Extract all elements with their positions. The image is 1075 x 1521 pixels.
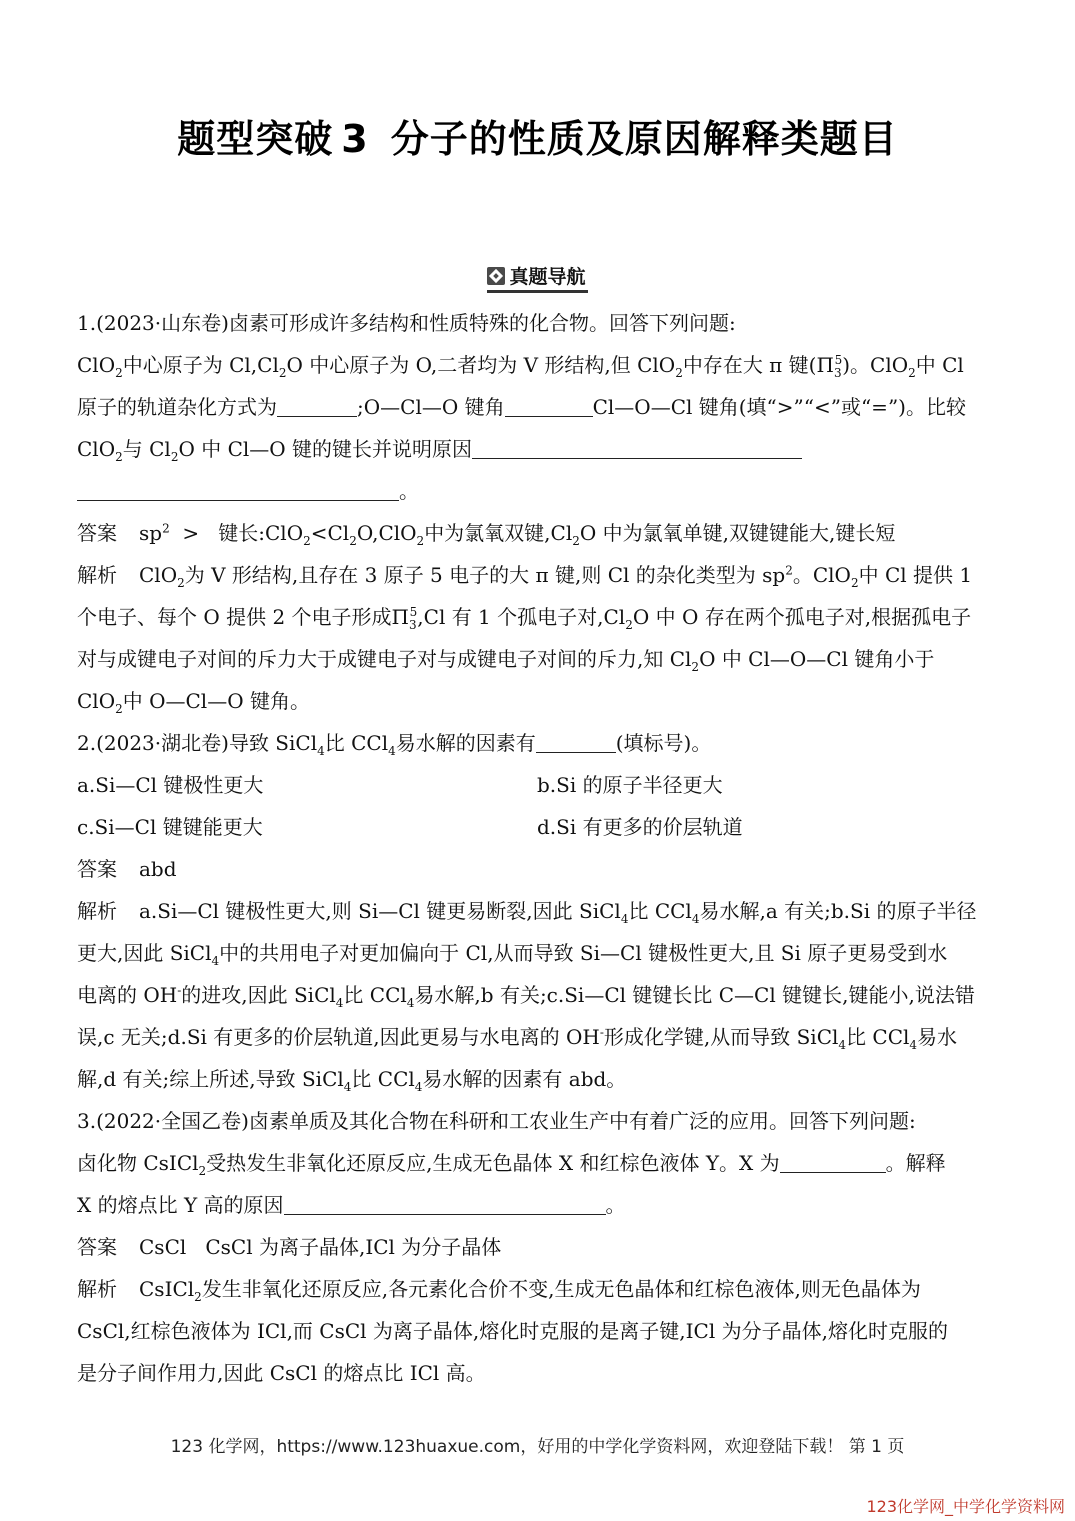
answer-blank[interactable] xyxy=(77,478,399,501)
answer-blank[interactable] xyxy=(284,1192,606,1215)
q2-options-row-2 xyxy=(77,806,998,848)
title-prefix: 题型突破 xyxy=(177,117,334,161)
q2-explanation-5: 解,d 有关;综上所述,导致 SiCl$_4$比 CCl$_4$易水解的因素有 abd。 xyxy=(77,1067,627,1094)
page-footer: 123 化学网，https://www.123huaxue.com，好用的中学化学资料网，欢迎登陆下载！ 第 1 页 xyxy=(170,1437,905,1457)
q2-options-row-1 xyxy=(77,764,998,806)
q2-explanation-2: 更大,因此 SiCl$_4$中的共用电子对更加偏向于 Cl,从而导致 Si—Cl 键极性更大,且 Si 原子更易受到水 xyxy=(77,941,948,968)
section-label: 真题导航 xyxy=(509,266,586,288)
q1-stem: 1.(2023·山东卷)卤素可形成许多结构和性质特殊的化合物。回答下列问题: xyxy=(77,311,736,335)
q3-explanation-1: 解析 CsICl$_2$发生非氧化还原反应,各元素化合价不变,生成无色晶体和红棕色液体,则无色晶体为 xyxy=(77,1277,921,1304)
answer-blank[interactable] xyxy=(536,730,616,753)
diamond-icon xyxy=(487,267,505,285)
q1-explanation-2: 个电子、每个 O 提供 2 个电子形成$\Pi_3^5,Cl$ 有 1 个孤电子对$,Cl_2O$ 中 O 存在两个孤电子对,根据孤电子 xyxy=(77,605,972,632)
q3-explanation-3: 是分子间作用力,因此 CsCl 的熔点比 ICl 高。 xyxy=(77,1361,486,1385)
q2-explanation-4: 误,c 无关;d.Si 有更多的价层轨道,因此更易与水电离的 OH-形成化学键,从而导致 SiCl$_4$比 CCl$_4$易水 xyxy=(77,1025,958,1052)
option-d: d.Si 有更多的价层轨道 xyxy=(537,815,743,839)
watermark: 123化学网_中学化学资料网 xyxy=(866,1497,1065,1516)
option-b: b.Si 的原子半径更大 xyxy=(537,773,723,797)
q1-explanation-1: 解析 ClO$_2$为 V 形结构,且存在 3 原子 5 电子的大 π 键,则 Cl 的杂化类型为 $sp^2$。ClO$_2$中 Cl 提供 1 xyxy=(77,563,973,590)
question-body xyxy=(77,302,998,1394)
q3-line-2: 卤化物 CsICl$_2$受热发生非氧化还原反应,生成无色晶体 X 和红棕色液体 Y。X 为 。解释 xyxy=(77,1151,946,1178)
q1-line-2: ClO$_2$中心原子为 $Cl,Cl_2O$ 中心原子为 O,二者均为 V 形结构,但 ClO$_2$中存在大 π 键$(\Pi_3^5)$。ClO$_2$中 Cl xyxy=(77,353,964,380)
title-number: 3 xyxy=(341,117,369,161)
q1-line-5: 。 xyxy=(77,470,998,512)
page-title xyxy=(0,108,1075,163)
q3-answer: 答案 CsCl CsCl 为离子晶体,ICl 为分子晶体 xyxy=(77,1235,502,1259)
option-a: a.Si—Cl 键极性更大 xyxy=(77,773,264,797)
title-text: 分子的性质及原因解释类题目 xyxy=(390,117,898,161)
option-c: c.Si—Cl 键键能更大 xyxy=(77,815,263,839)
answer-blank[interactable] xyxy=(277,394,357,417)
answer-blank[interactable] xyxy=(780,1150,886,1173)
q2-stem: 2.(2023·湖北卷)导致 SiCl$_4$比 CCl$_4$易水解的因素有 (填标号)。 xyxy=(77,731,712,758)
answer-blank[interactable] xyxy=(472,436,802,459)
q1-answer: 答案 $sp^2$ > 键长$:ClO_2<Cl_2O,ClO_2$中为氯氧双键$,Cl_2O$ 中为氯氧单键,双键键能大,键长短 xyxy=(77,521,896,548)
section-heading xyxy=(0,262,1075,293)
answer-blank[interactable] xyxy=(505,394,593,417)
q2-explanation-1: 解析 a.Si—Cl 键极性更大,则 Si—Cl 键更易断裂,因此 SiCl$_4$比 CCl$_4$易水解,a 有关;b.Si 的原子半径 xyxy=(77,899,977,926)
q1-line-3: 原子的轨道杂化方式为 ;O—Cl—O 键角 Cl—O—Cl 键角(填“>”“<”或“=”)。比较 xyxy=(77,395,966,419)
q3-line-3: X 的熔点比 Y 高的原因 。 xyxy=(77,1193,626,1217)
q1-explanation-3: 对与成键电子对间的斥力大于成键电子对与成键电子对间的斥力,知 $Cl_2O$ 中 Cl—O—Cl 键角小于 xyxy=(77,647,935,674)
q3-explanation-2: CsCl,红棕色液体为 ICl,而 CsCl 为离子晶体,熔化时克服的是离子键,ICl 为分子晶体,熔化时克服的 xyxy=(77,1319,948,1343)
q2-answer: 答案 abd xyxy=(77,857,177,881)
q3-stem: 3.(2022·全国乙卷)卤素单质及其化合物在科研和工农业生产中有着广泛的应用。回答下列问题: xyxy=(77,1109,916,1133)
q2-explanation-3: 电离的 OH-的进攻,因此 SiCl$_4$比 CCl$_4$易水解,b 有关;c.Si—Cl 键键长比 C—Cl 键键长,键能小,说法错 xyxy=(77,983,975,1010)
q1-explanation-4: ClO$_2$中 O—Cl—O 键角。 xyxy=(77,689,310,716)
q1-line-4: ClO$_2$与 $Cl_2O$ 中 Cl—O 键的键长并说明原因 xyxy=(77,428,998,470)
